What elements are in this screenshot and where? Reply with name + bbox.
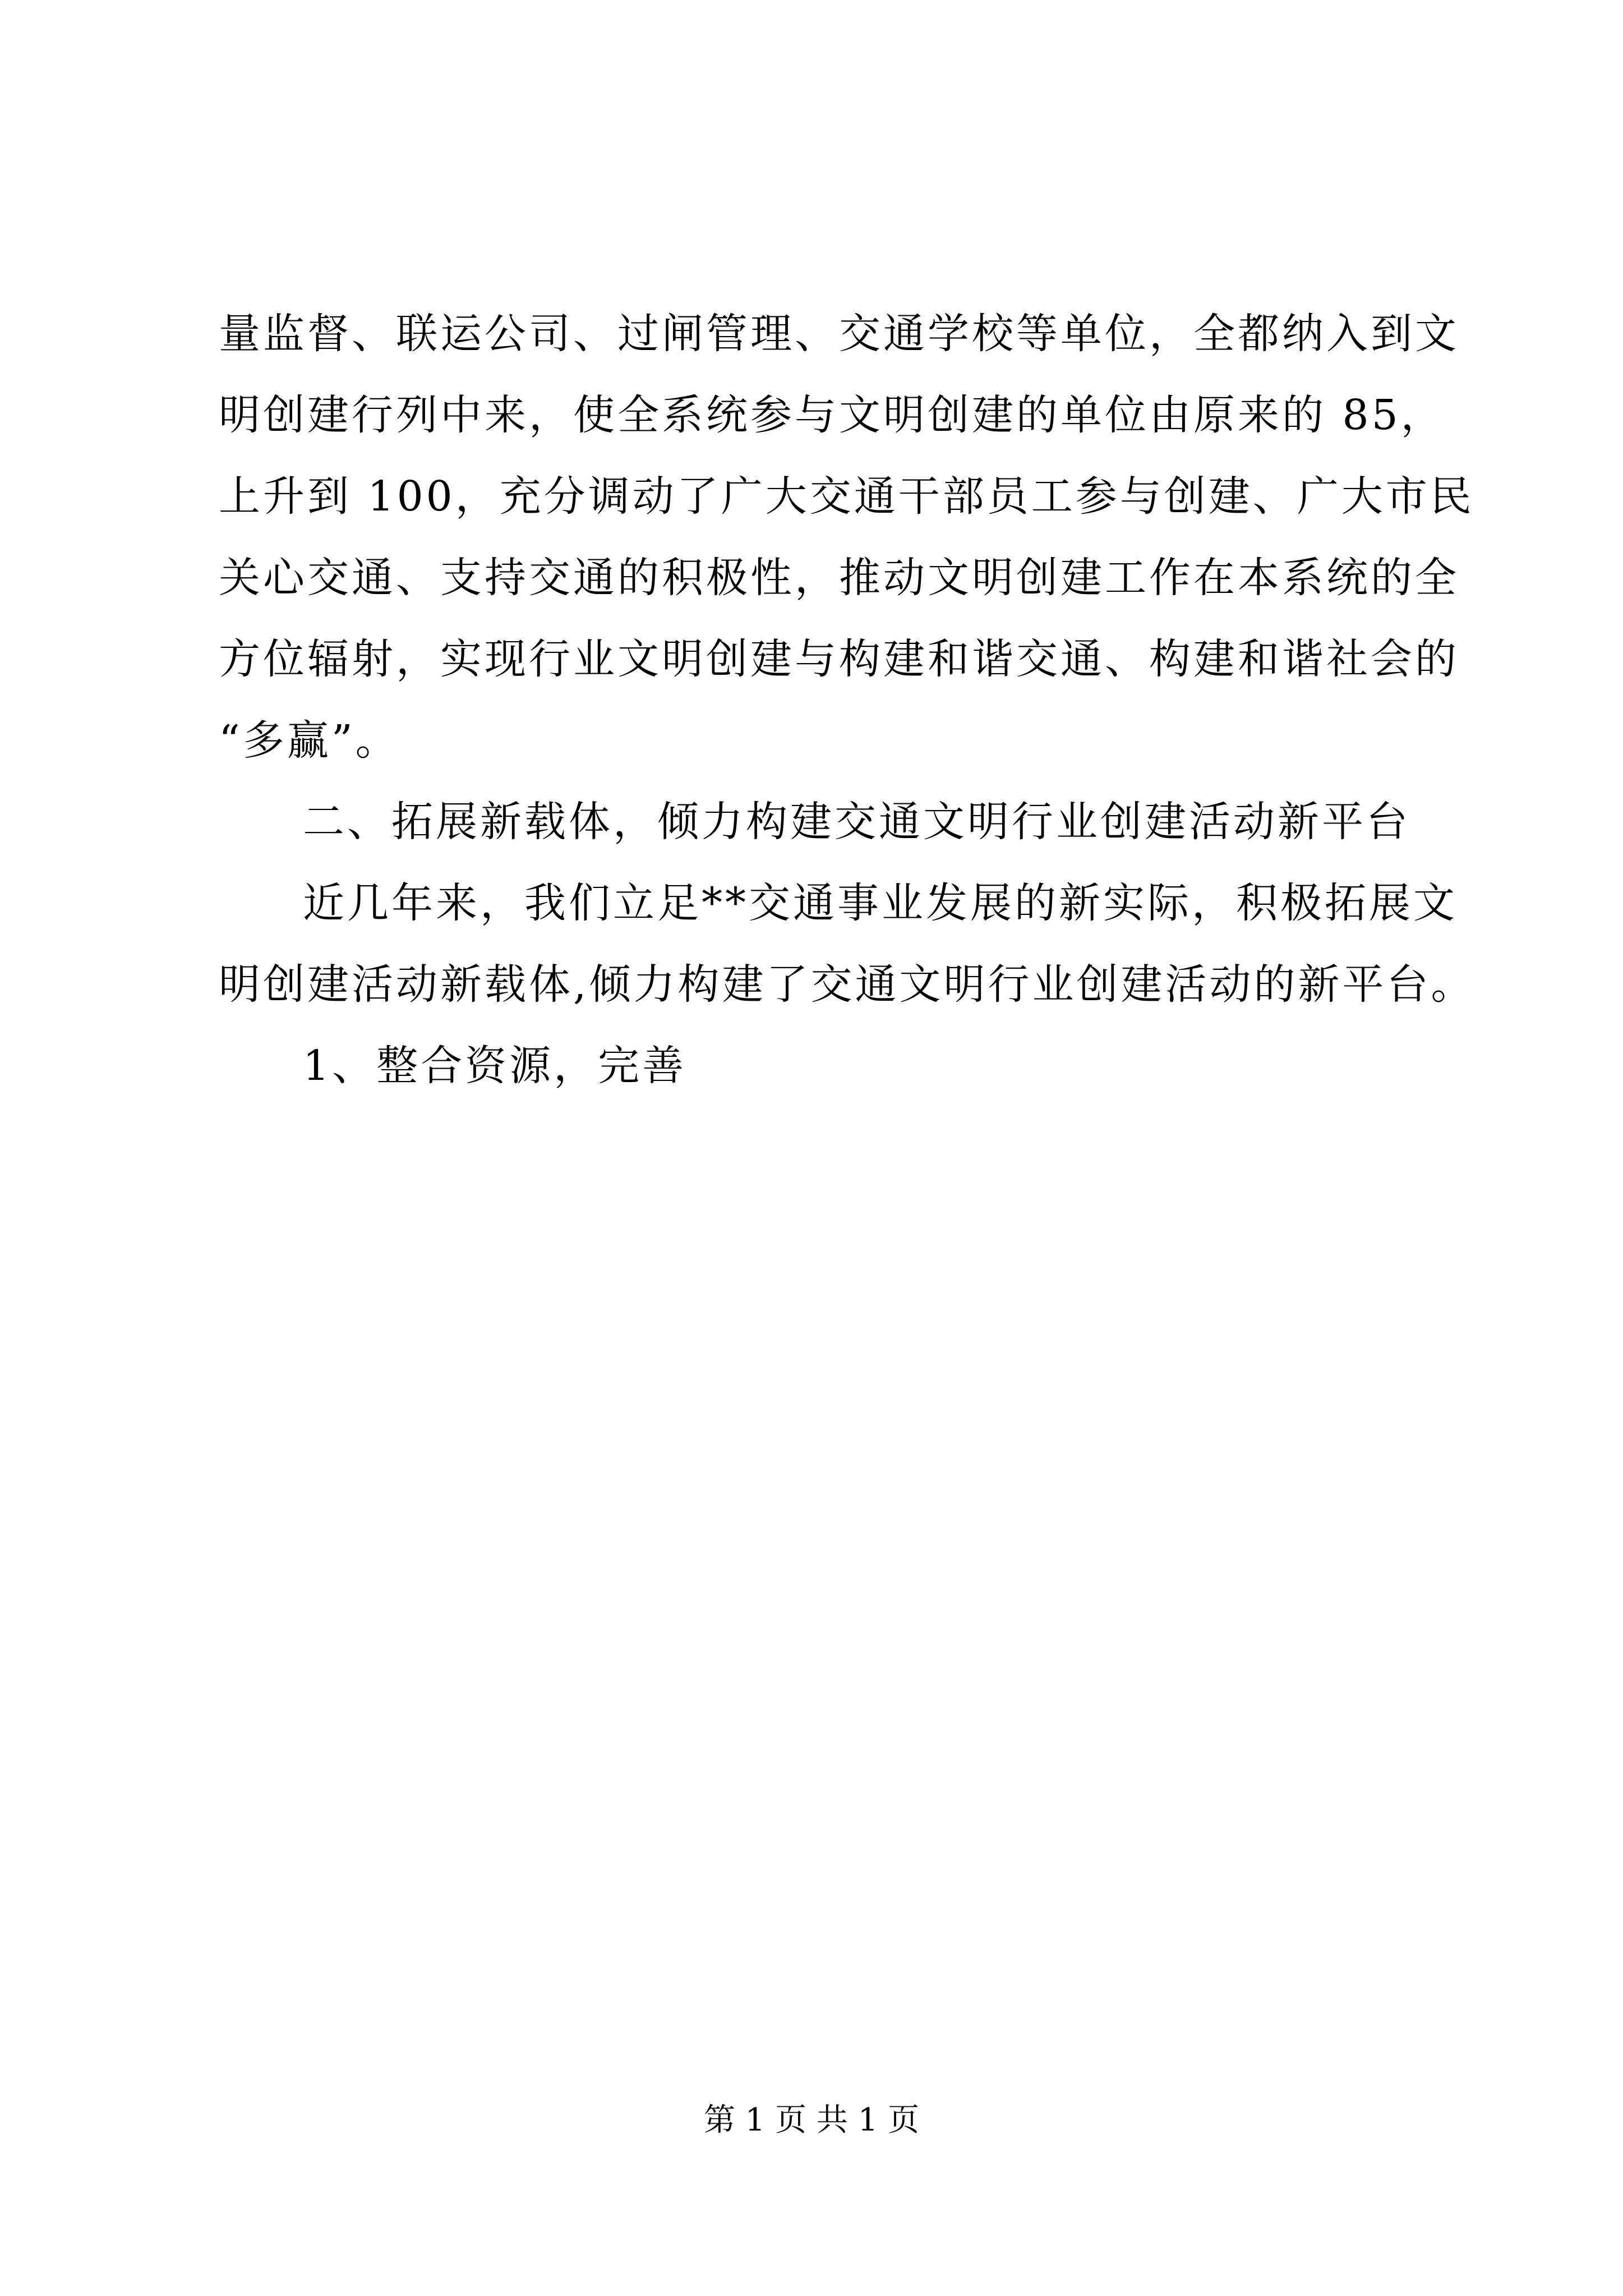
paragraph-1-line-6: “多赢”。 [219,716,400,765]
paragraph-2-line-2: 明创建活动新载体,倾力构建了交通文明行业创建活动的新平台。 [219,960,1476,1009]
paragraph-2-line-1: 近几年来，我们立足**交通事业发展的新实际，积极拓展文 [303,879,1458,927]
paragraph-1-line-3: 上升到 100，充分调动了广大交通干部员工参与创建、广大市民 [219,472,1474,521]
paragraph-1-line-4: 关心交通、支持交通的积极性，推动文明创建工作在本系统的全 [219,554,1459,602]
list-item-1: 1、整合资源，完善 [303,1042,687,1090]
section-heading: 二、拓展新载体，倾力构建交通文明行业创建活动新平台 [303,798,1410,846]
paragraph-1-line-1: 量监督、联运公司、过闸管理、交通学校等单位，全都纳入到文 [219,310,1459,358]
paragraph-1-line-2: 明创建行列中来，使全系统参与文明创建的单位由原来的 85， [219,391,1445,439]
paragraph-1-line-5: 方位辐射，实现行业文明创建与构建和谐交通、构建和谐社会的 [219,635,1459,683]
page-footer: 第 1 页 共 1 页 [703,2102,920,2138]
